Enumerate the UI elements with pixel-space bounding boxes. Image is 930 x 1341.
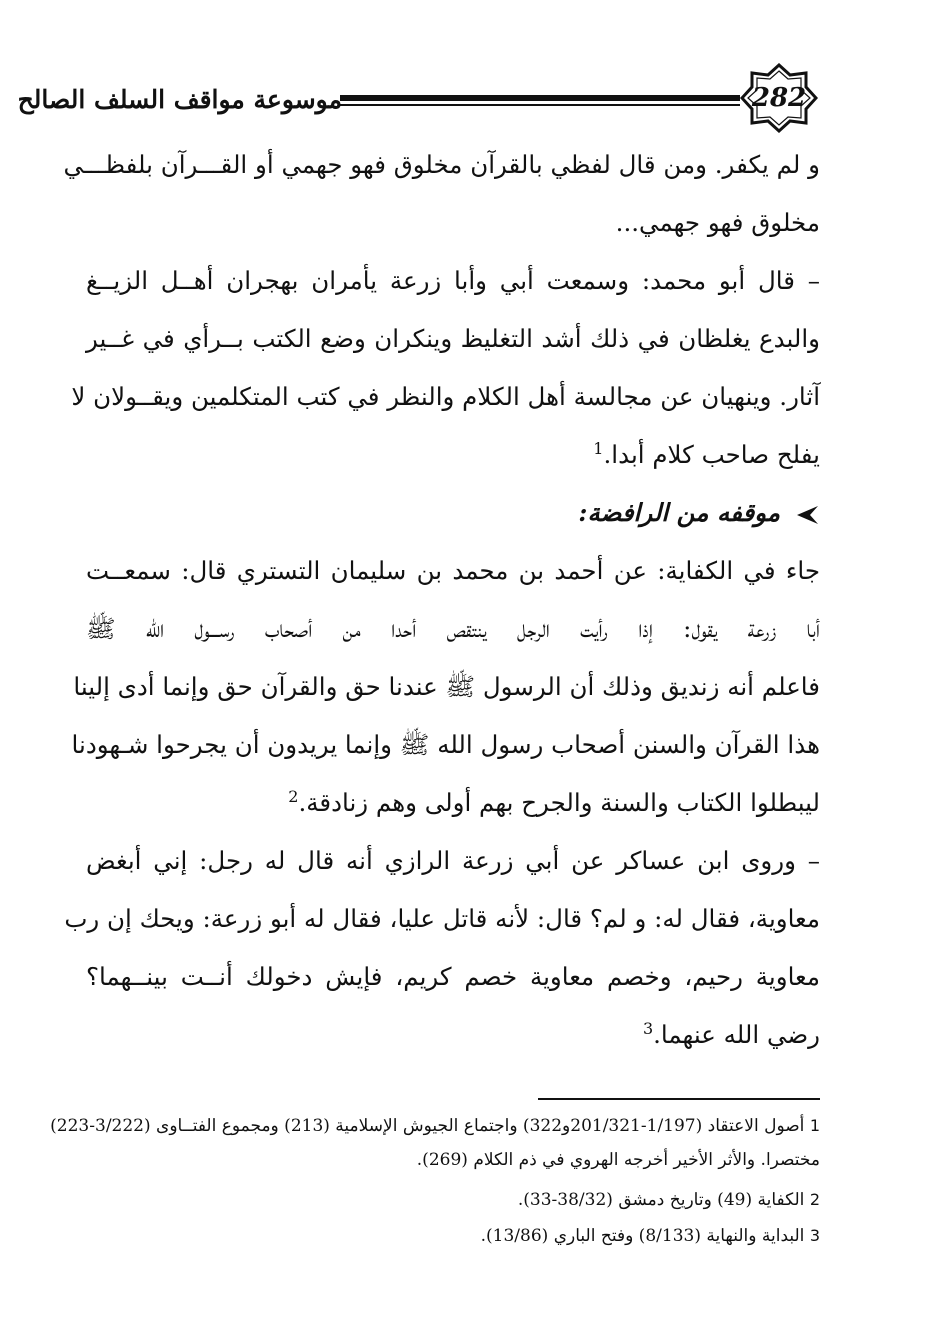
arrowhead-bullet-icon xyxy=(794,504,820,526)
body-line xyxy=(86,778,820,828)
book-title: موسوعة مواقف السلف الصالح xyxy=(17,85,342,114)
body-line: آثار. وينهيان عن مجالسة أهل الكلام والنظر في كتب المتكلمين ويقــولان لا xyxy=(71,382,820,411)
header-rule-thin xyxy=(340,104,740,106)
body-line: فاعلم أنه زنديق وذلك أن الرسول ﷺ عندنا حق والقرآن حق وإنما أدى إلينا xyxy=(73,672,820,701)
body-line-text: رضي الله عنهما. xyxy=(653,1020,820,1049)
body-line: معاوية، فقال له: و لم؟ قال: لأنه قاتل عليا، فقال له أبو زرعة: ويحك إن رب xyxy=(64,904,820,933)
footnote-line xyxy=(50,1110,820,1142)
footnote-text: البداية والنهاية (8/133) وفتح الباري (13/86). xyxy=(480,1226,805,1246)
footnote-divider xyxy=(538,1098,820,1100)
body-line: والبدع يغلظان في ذلك أشد التغليظ وينكران وضع الكتب بــرأي في غــير xyxy=(86,324,820,353)
footnote-text: أصول الاعتقاد (1/197-201/321و322) واجتماع الجيوش الإسلامية (213) ومجموع الفتــاوى (3/222-223) xyxy=(50,1116,805,1136)
body-line: – قال أبو محمد: وسمعت أبي وأبا زرعة يأمران بهجران أهــل الزيــغ xyxy=(86,266,820,295)
body-line: أبا زرعة يقول: إذا رأيت الرجل ينتقص أحدا من أصحاب رســـول الله ﷺ xyxy=(86,614,820,643)
body-line: هذا القرآن والسنن أصحاب رسول الله ﷺ وإنما يريدون أن يجرحوا شـهودنا xyxy=(71,730,820,759)
body-line: مخلوق فهو جهمي... xyxy=(615,208,820,237)
header-rule xyxy=(340,95,740,101)
footnote-ref: 2 xyxy=(288,786,299,806)
body-line-text: ليبطلوا الكتاب والسنة والجرح بهم أولى وهم زنادقة. xyxy=(298,788,820,817)
footnote-line xyxy=(86,1220,820,1252)
body-line-text: يفلح صاحب كلام أبدا. xyxy=(603,440,820,469)
footnote-ref: 3 xyxy=(642,1018,654,1038)
footnote-number: 2 xyxy=(809,1190,820,1209)
body-line: معاوية رحيم، وخصم معاوية خصم كريم، فإيش دخولك أنــت بينــهما؟ xyxy=(86,962,820,991)
footnote-text: الكفاية (49) وتاريخ دمشق (38/32-33). xyxy=(517,1190,805,1210)
body-line xyxy=(86,1010,820,1060)
footnote-ref: 1 xyxy=(593,438,604,458)
footnote-number: 1 xyxy=(809,1116,820,1135)
footnote-line: مختصرا. والأثر الأخير أخرجه الهروي في ذم الكلام (269). xyxy=(416,1150,820,1170)
body-line: و لم يكفر. ومن قال لفظي بالقرآن مخلوق فهو جهمي أو القـــرآن بلفظـــي xyxy=(63,150,820,179)
footnote-line xyxy=(86,1184,820,1216)
footnote-number: 3 xyxy=(809,1226,820,1245)
section-heading-text: موقفه من الرافضة: xyxy=(578,498,780,527)
section-heading xyxy=(86,488,820,538)
page-number-badge xyxy=(740,63,818,133)
page-number: 282 xyxy=(751,83,807,113)
body-line: – وروى ابن عساكر عن أبي زرعة الرازي أنه قال له رجل: إني أبغض xyxy=(86,846,820,875)
body-line xyxy=(86,430,820,480)
body-line: جاء في الكفاية: عن أحمد بن محمد بن سليمان التستري قال: سمعــت xyxy=(86,556,820,585)
